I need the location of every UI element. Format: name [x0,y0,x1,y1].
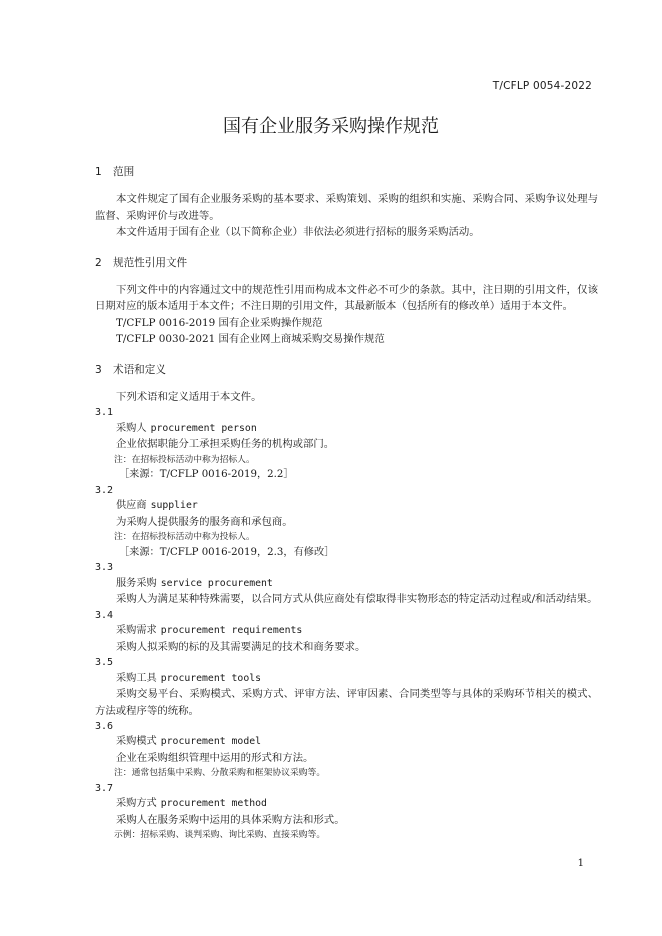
section-number: 3 [95,363,102,376]
term-definition: 企业依据职能分工承担采购任务的机构或部门。 [116,438,335,451]
term-en: procurement model [160,736,262,748]
section-heading-normative-references [95,255,598,271]
document-title: 国有企业服务采购操作规范 [223,116,439,137]
paragraph: 下列文件中的内容通过文中的规范性引用而构成本文件必不可少的条款。其中，注日期的引用文件，仅该日期对应的版本适用于本文件；不注日期的引用文件，其最新版本（包括所有的修改单）适用于本文件。 [95,284,598,313]
note-text: 通常包括集中采购、分散采购和框架协议采购等。 [131,768,326,779]
paragraph: 本文件适用于国有企业（以下简称企业）非依法必须进行招标的服务采购活动。 [116,226,480,239]
term-number: 3.1 [95,407,114,419]
term-zh: 供应商 [116,500,147,512]
document-body [95,164,598,843]
term-heading [95,623,598,639]
term-zh: 服务采购 [116,577,157,589]
term-number: 3.4 [95,609,114,621]
term-en: procurement requirements [160,625,303,637]
term-note [95,766,598,781]
term-number: 3.5 [95,657,114,669]
term-example [95,828,598,843]
example-label: 示例： [114,830,141,841]
term-definition: 企业在采购组织管理中运用的形式和方法。 [116,751,314,764]
term-en: procurement tools [160,672,262,684]
note-label: 注： [114,532,132,543]
term-zh: 采购方式 [116,798,157,810]
term-definition: 采购人为满足某种特殊需要，以合同方式从供应商处有偿取得非实物形态的特定活动过程或/和活动结果。 [116,593,598,606]
section-title: 术语和定义 [113,363,166,376]
term-en: supplier [150,500,198,512]
reference-item: T/CFLP 0016-2019 国有企业采购操作规范 [116,316,323,329]
standard-code: T/CFLP 0054-2022 [492,80,592,92]
reference-item: T/CFLP 0030-2021 国有企业网上商城采购交易操作规范 [116,333,385,346]
section-number: 2 [95,256,102,269]
term-number: 3.7 [95,782,114,794]
note-label: 注： [114,454,132,465]
term-heading [95,796,598,812]
page-number: 1 [577,858,584,869]
paragraph: 本文件规定了国有企业服务采购的基本要求、采购策划、采购的组织和实施、采购合同、采购争议处理与监督、采购评价与改进等。 [95,193,598,222]
section-heading-terms [95,362,598,378]
term-zh: 采购人 [116,422,147,434]
note-text: 在招标投标活动中称为招标人。 [131,454,255,465]
term-number: 3.3 [95,562,114,574]
note-label: 注： [114,768,132,779]
term-source: ［来源：T/CFLP 0016-2019，2.3，有修改］ [119,546,335,558]
term-definition: 采购人在服务采购中运用的具体采购方法和形式。 [116,813,345,826]
term-en: service procurement [160,577,273,589]
section-title: 范围 [113,166,135,178]
section-heading-scope [95,164,598,180]
example-text: 招标采购、谈判采购、询比采购、直接采购等。 [140,830,326,841]
note-text: 在招标投标活动中称为投标人。 [131,532,255,543]
term-heading [95,671,598,687]
term-note [95,530,598,545]
term-number: 3.6 [95,720,114,732]
term-heading [95,734,598,750]
term-definition: 采购人拟采购的标的及其需要满足的技术和商务要求。 [116,640,366,653]
term-heading [95,576,598,592]
term-source: ［来源：T/CFLP 0016-2019，2.2］ [119,469,294,481]
section-title: 规范性引用文件 [113,256,188,269]
paragraph: 下列术语和定义适用于本文件。 [116,391,262,404]
term-zh: 采购工具 [116,672,157,684]
term-definition: 采购交易平台、采购模式、采购方式、评审方法、评审因素、合同类型等与具体的采购环节相关的模式、方法或程序等的统称。 [95,688,598,717]
term-number: 3.2 [95,484,114,496]
term-definition: 为采购人提供服务的服务商和承包商。 [116,515,293,528]
term-en: procurement method [160,798,267,810]
section-number: 1 [95,166,102,178]
term-heading [95,421,598,437]
term-note [95,453,598,468]
term-zh: 采购模式 [116,736,157,748]
term-heading [95,498,598,514]
term-en: procurement person [150,422,257,434]
term-zh: 采购需求 [116,625,157,637]
